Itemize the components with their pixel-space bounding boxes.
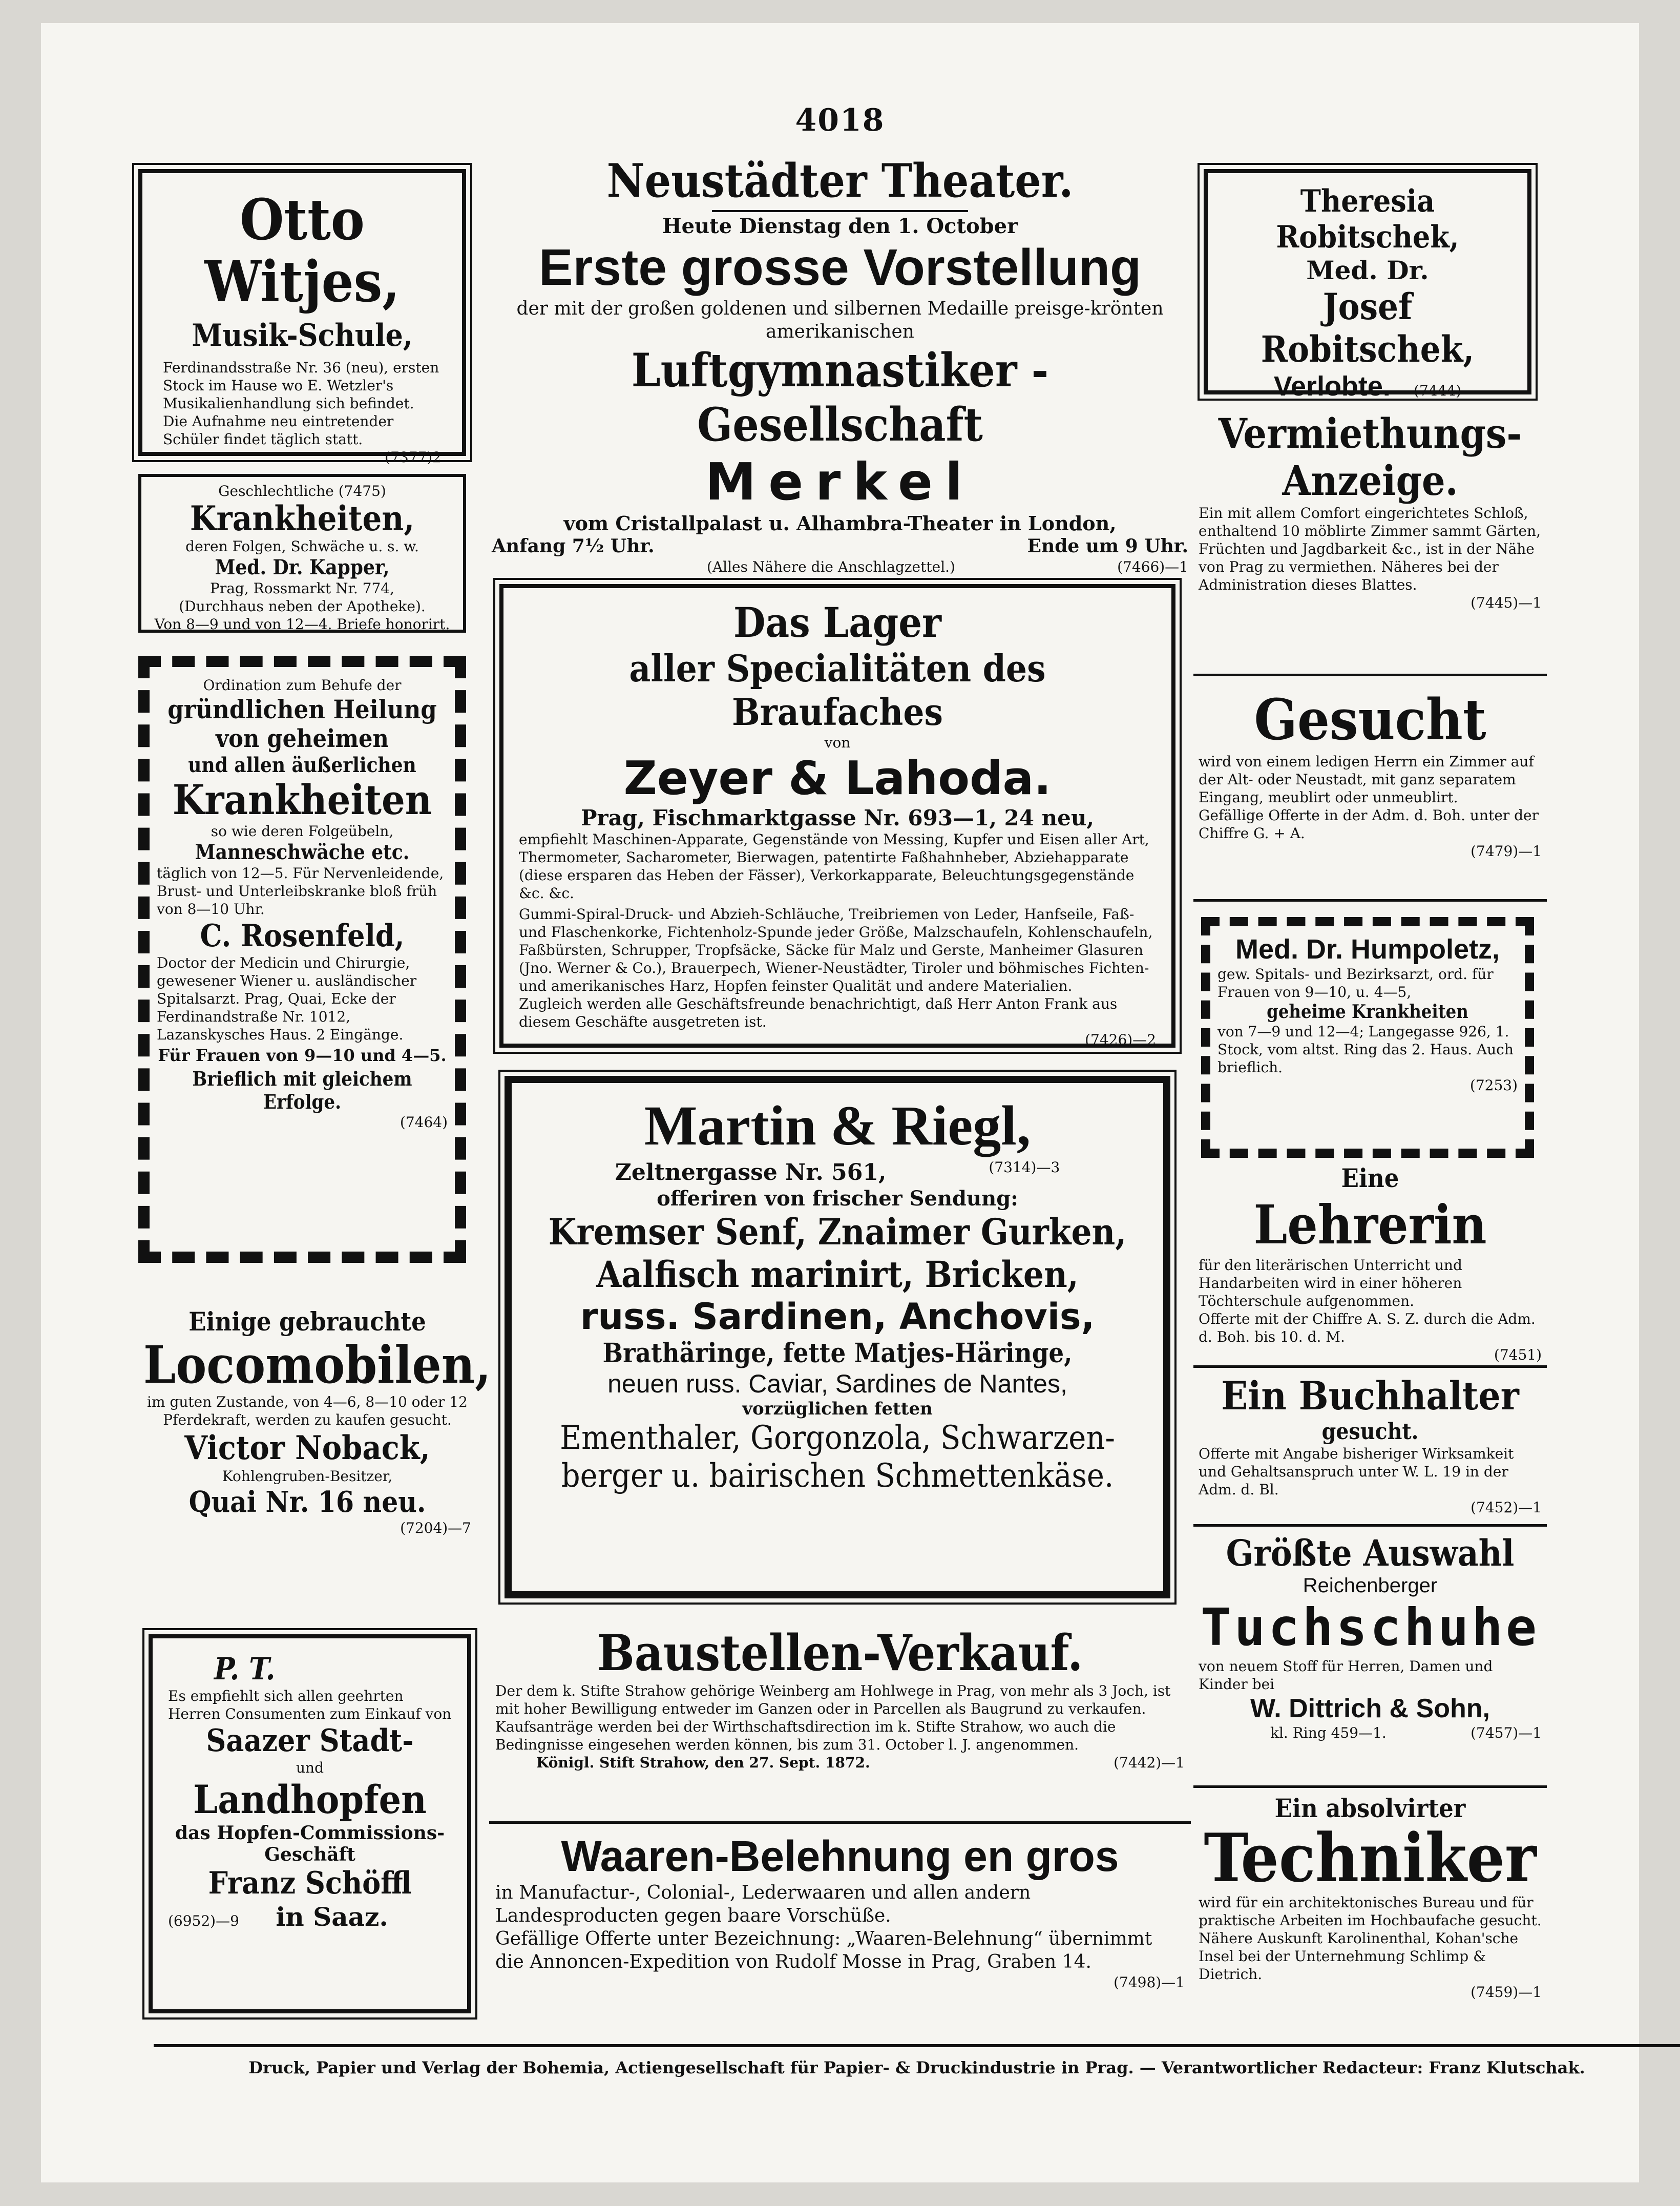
lager-text1: empfiehlt Maschinen-Apparate, Gegenstände von Messing, Kupfer und Eisen aller Art, Thermometer, Sacharometer, Bierwagen, patentirte Faßhahnheber, Abziehapparate (diese ersparen das Heben der Fässer), Verkorkapparate, Beleuchtungsgegenstände &c. &c.	[519, 831, 1149, 902]
buchhalter-title: Ein Buchhalter	[1221, 1373, 1519, 1419]
robitschek-l4-row	[1218, 370, 1517, 402]
waaren-code: (7498)—1	[1114, 1974, 1185, 1991]
theater-times	[492, 535, 1188, 558]
waaren-text2: Gefällige Offerte unter Bezeichnung: „Waaren-Belehnung“ übernimmt die Annoncen-Expedition von Rudolf Mosse in Prag, Graben 14.	[495, 1928, 1152, 1972]
lager-title: Das Lager	[733, 598, 941, 647]
techniker-title: Techniker	[1204, 1819, 1537, 1897]
lehrerin-code: (7451)	[1494, 1346, 1542, 1363]
theater-start: Anfang 7½ Uhr.	[492, 535, 655, 557]
hopfen-l2: Landhopfen	[193, 1777, 427, 1822]
hopfen-place: in Saaz.	[276, 1902, 388, 1932]
rosenfeld-women: Für Frauen von 9—10 und 4—5.	[158, 1046, 447, 1065]
lager-von: von	[824, 734, 851, 751]
ad-schoeffl	[149, 1634, 471, 2013]
page-number: 4018	[795, 102, 885, 138]
lager-firm: Zeyer & Lahoda.	[623, 752, 1052, 805]
witjes-school: Musik-Schule,	[192, 318, 413, 353]
martin-l2: Aalfisch marinirt, Bricken,	[596, 1253, 1079, 1296]
rosenfeld-l6: so wie deren Folgeübeln,	[211, 823, 394, 840]
ad-martin-riegl	[505, 1076, 1170, 1598]
lager-code: (7426)—2	[1085, 1031, 1156, 1048]
tuch-foot	[1199, 1724, 1542, 1742]
vermiet-text: Ein mit allem Comfort eingerichtetes Schloß, enthaltend 10 möblirte Zimmer sammt Gärten, Früchten und Jagdbarkeit &c., ist in der Nähe von Prag zu vermiethen. Näheres bei der Administration dieses Blattes.	[1199, 505, 1541, 593]
theater-name: Merkel	[705, 452, 975, 512]
noback-name: Victor Noback,	[184, 1429, 430, 1467]
tuch-addr: kl. Ring 459—1.	[1270, 1724, 1387, 1741]
hopfen-und: und	[296, 1759, 324, 1776]
ad-kapper	[138, 474, 466, 633]
ad-robitschek	[1204, 169, 1531, 402]
ad-buchhalter	[1193, 1373, 1547, 1527]
witjes-text: Ferdinandsstraße Nr. 36 (neu), ersten Stock im Hause wo E. Wetzler's Musikalienhandlung sich befindet.	[163, 359, 439, 412]
martin-addr-row	[527, 1158, 1148, 1187]
noback-title: Locomobilen,	[143, 1335, 491, 1395]
ad-theater	[487, 154, 1193, 575]
martin-l3: russ. Sardinen, Anchovis,	[580, 1296, 1095, 1338]
witjes-code: (7377)2	[385, 449, 442, 466]
vermiet-code: (7445)—1	[1471, 594, 1542, 611]
rosenfeld-text: Doctor der Medicin und Chirurgie, gewesener Wiener u. ausländischer Spitalsarzt. Prag, Quai, Ecke der Ferdinandstraße Nr. 1012, Lazanskysches Haus. 2 Eingänge.	[157, 954, 417, 1043]
hopfen-code: (6952)—9	[168, 1912, 239, 1929]
ad-rosenfeld	[138, 656, 466, 1263]
baustellen-sign: Königl. Stift Strahow, den 27. Sept. 1872.	[536, 1754, 870, 1771]
tuch-code: (7457)—1	[1471, 1724, 1542, 1741]
gesucht-code: (7479)—1	[1471, 843, 1542, 860]
ad-waaren	[489, 1832, 1191, 2034]
tuch-name: W. Dittrich & Sohn,	[1250, 1694, 1490, 1723]
gesucht-text: wird von einem ledigen Herrn ein Zimmer auf der Alt- oder Neustadt, mit ganz separatem Eingang, meublirt oder unmeublirt.	[1199, 753, 1534, 806]
theater-intro: der mit der großen goldenen und silbernen Medaille preisge-krönten amerikanischen	[516, 298, 1164, 342]
martin-l6: vorzüglichen fetten	[742, 1399, 933, 1419]
rosenfeld-l4: und allen äußerlichen	[188, 753, 416, 777]
baustellen-code: (7442)—1	[1114, 1754, 1185, 1771]
theater-from: vom Cristallpalast u. Alhambra-Theater in London,	[563, 512, 1117, 535]
techniker-code: (7459)—1	[1471, 1983, 1542, 2001]
humpoletz-text: gew. Spitals- und Bezirksarzt, ord. für Frauen von 9—10, u. 4—5,	[1217, 966, 1494, 1001]
techniker-text: wird für ein architektonisches Bureau und für praktische Arbeiten im Hochbaufache gesucht. Nähere Auskunft Karolinenthal, Kohan'sche Insel bei der Unternehmung Schlimp & Dietrich.	[1199, 1893, 1542, 1983]
humpoletz-code: (7253)	[1469, 1077, 1518, 1094]
kapper-addr2: (Durchhaus neben der Apotheke).	[179, 597, 426, 615]
lager-address: Prag, Fischmarktgasse Nr. 693—1, 24 neu,	[580, 805, 1095, 830]
techniker-l1: Ein absolvirter	[1274, 1793, 1466, 1823]
hopfen-text: Es empfiehlt sich allen geehrten Herren Consumenten zum Einkauf von	[168, 1688, 452, 1722]
lehrerin-text: für den literärischen Unterricht und Handarbeiten wird in einer höheren Töchterschule aufgenommen.	[1199, 1257, 1462, 1309]
martin-l4: Brathäringe, fette Matjes-Häringe,	[602, 1338, 1073, 1369]
martin-l7: Ementhaler, Gorgonzola, Schwarzen-	[560, 1419, 1115, 1457]
buchhalter-code: (7452)—1	[1471, 1499, 1542, 1516]
rosenfeld-code: (7464)	[400, 1114, 448, 1131]
rosenfeld-l8: täglich von 12—5. Für Nervenleidende, Brust- und Unterleibskranke bloß früh von 8—10 Uhr.	[157, 865, 444, 918]
hopfen-l3: das Hopfen-Commissions-Geschäft	[175, 1822, 445, 1865]
baustellen-text2: Kaufsanträge werden bei der Wirthschaftsdirection im k. Stifte Strahow, wo auch die Bedingnisse eingesehen werden können, bis zum 31. October l. J. angenommen.	[495, 1718, 1116, 1753]
rosenfeld-l5: Krankheiten	[172, 776, 432, 824]
imprint-footer: Druck, Papier und Verlag der Bohemia, Actiengesellschaft für Papier- & Druckindustrie in Prag. — Verantwortlicher Redacteur: Franz Klutschak.	[154, 2044, 1680, 2088]
lehrerin-title: Lehrerin	[1253, 1193, 1487, 1256]
kapper-hours: Von 8—9 und von 12—4. Briefe honorirt.	[154, 615, 450, 633]
ad-baustellen	[489, 1624, 1191, 1824]
witjes-name: Otto Witjes,	[204, 186, 400, 315]
theater-headline: Erste grosse Vorstellung	[538, 239, 1142, 296]
rosenfeld-l2: gründlichen Heilung	[167, 694, 437, 724]
ad-tuchschuhe	[1193, 1532, 1547, 1788]
hopfen-pt: P. T.	[214, 1651, 276, 1687]
ad-gesucht	[1193, 686, 1547, 902]
rosenfeld-l3: von geheimen	[216, 724, 389, 753]
robitschek-l4: Verlobte.	[1273, 371, 1391, 402]
kapper-title: Krankheiten,	[190, 498, 415, 538]
lehrerin-eine: Eine	[1341, 1163, 1399, 1193]
theater-foot	[492, 558, 1188, 576]
ad-techniker	[1193, 1793, 1547, 2034]
ad-witjes	[138, 169, 466, 466]
ad-lehrerin	[1193, 1163, 1547, 1368]
martin-l1: Kremser Senf, Znaimer Gurken,	[548, 1211, 1127, 1253]
baustellen-title: Baustellen-Verkauf.	[597, 1624, 1083, 1682]
buchhalter-sub: gesucht.	[1321, 1419, 1419, 1445]
martin-address: Zeltnergasse Nr. 561,	[615, 1159, 887, 1185]
lager-text2: Gummi-Spiral-Druck- und Abzieh-Schläuche, Treibriemen von Leder, Hanfseile, Faß- und Flaschenkorke, Fichtenholz-Spunde jeder Größe, Malzschaufeln, Kohlenschaufeln, Faßbürsten, Schrupper, Tropfsäcke, Säcke für Malz und Gerste, Manheimer Glasuren (Jno. Werner & Co.), Brauerpech, Wiener-Neustädter, Tiroler und böhmisches Fichten- und amerikanisches Harz, Hopfen feinster Qualität und andere Materialien.	[519, 906, 1153, 994]
robitschek-l1: Theresia Robitschek,	[1276, 183, 1459, 255]
theater-code: (7466)—1	[1117, 558, 1188, 575]
robitschek-l2: Med. Dr.	[1306, 255, 1429, 285]
kapper-doctor: Med. Dr. Kapper,	[215, 555, 390, 579]
noback-text: im guten Zustande, von 4—6, 8—10 oder 12 Pferdekraft, werden zu kaufen gesucht.	[147, 1393, 468, 1428]
gesucht-text2: Gefällige Offerte in der Adm. d. Boh. unter der Chiffre G. + A.	[1199, 807, 1539, 842]
noback-code: (7204)—7	[400, 1520, 471, 1536]
waaren-text1: in Manufactur-, Colonial-, Lederwaaren und allen andern Landesproducten gegen baare Vorschüße.	[495, 1882, 1031, 1926]
tuch-title: Größte Auswahl	[1226, 1532, 1515, 1574]
kapper-addr: Prag, Rossmarkt Nr. 774,	[209, 579, 395, 597]
rosenfeld-l1: Ordination zum Behufe der	[203, 677, 402, 694]
vermiet-title: Vermiethungs-Anzeige.	[1218, 409, 1522, 505]
hopfen-name: Franz Schöffl	[208, 1865, 412, 1901]
rosenfeld-brief: Brieflich mit gleichem Erfolge.	[192, 1067, 412, 1113]
lager-text3: Zugleich werden alle Geschäftsfreunde benachrichtigt, daß Herr Anton Frank aus diesem Geschäfte ausgetreten ist.	[519, 995, 1118, 1030]
gesucht-title: Gesucht	[1254, 686, 1486, 753]
rosenfeld-name: C. Rosenfeld,	[200, 918, 405, 954]
ad-vermiethung	[1193, 410, 1547, 676]
theater-company: Luftgymnastiker - Gesellschaft	[631, 343, 1049, 452]
martin-l5: neuen russ. Caviar, Sardines de Nantes,	[607, 1369, 1067, 1398]
theater-date: Heute Dienstag den 1. October	[662, 214, 1018, 238]
hopfen-l1: Saazer Stadt-	[206, 1723, 414, 1759]
baustellen-foot	[495, 1754, 1185, 1772]
martin-l8: berger u. bairischen Schmettenkäse.	[561, 1457, 1114, 1495]
humpoletz-title: Med. Dr. Humpoletz,	[1235, 934, 1500, 965]
tuch-sub: Reichenberger	[1303, 1574, 1438, 1597]
ad-zeyer-lahoda	[499, 584, 1175, 1048]
tuch-big: Tuchschuhe	[1200, 1597, 1540, 1657]
buchhalter-text: Offerte mit Angabe bisheriger Wirksamkeit und Gehaltsanspruch unter W. L. 19 in der Adm. d. Bl.	[1199, 1445, 1514, 1498]
witjes-text2: Die Aufnahme neu eintretender Schüler findet täglich statt.	[163, 413, 394, 448]
ad-humpoletz	[1201, 917, 1534, 1158]
martin-offer: offeriren von frischer Sendung:	[657, 1187, 1018, 1211]
lehrerin-text2: Offerte mit der Chiffre A. S. Z. durch die Adm. d. Boh. bis 10. d. M.	[1199, 1310, 1536, 1345]
theater-note: (Alles Nähere die Anschlagzettel.)	[707, 558, 955, 575]
noback-sub: Kohlengruben-Besitzer,	[222, 1468, 393, 1485]
robitschek-l3: Josef Robitschek,	[1261, 285, 1475, 370]
humpoletz-text2: von 7—9 und 12—4; Langegasse 926, 1. Stock, vom altst. Ring das 2. Haus. Auch brieflich.	[1217, 1023, 1514, 1076]
hopfen-bottom	[168, 1901, 452, 1933]
humpoletz-l2: geheime Krankheiten	[1267, 1001, 1468, 1023]
tuch-text: von neuem Stoff für Herren, Damen und Kinder bei	[1199, 1658, 1493, 1693]
robitschek-code: (7444)	[1414, 382, 1462, 399]
kapper-top: Geschlechtliche (7475)	[218, 483, 386, 500]
martin-title: Martin & Riegl,	[644, 1094, 1031, 1157]
lager-sub: aller Specialitäten des Braufaches	[629, 647, 1046, 734]
noback-l1: Einige gebrauchte	[188, 1306, 426, 1337]
theater-title: Neustädter Theater.	[606, 154, 1074, 208]
martin-code: (7314)—3	[989, 1159, 1060, 1176]
rosenfeld-l7: Manneschwäche etc.	[195, 840, 410, 864]
noback-addr: Quai Nr. 16 neu.	[188, 1485, 426, 1519]
waaren-title: Waaren-Belehnung en gros	[561, 1832, 1119, 1880]
ad-noback	[138, 1301, 491, 1588]
kapper-sub: deren Folgen, Schwäche u. s. w.	[185, 537, 419, 555]
baustellen-text1: Der dem k. Stifte Strahow gehörige Weinberg am Hohlwege in Prag, von mehr als 3 Joch, ist mit hoher Bewilligung entweder im Ganzen oder in Parcellen als Baugrund zu verkaufen.	[495, 1682, 1171, 1717]
theater-end: Ende um 9 Uhr.	[1027, 535, 1188, 557]
